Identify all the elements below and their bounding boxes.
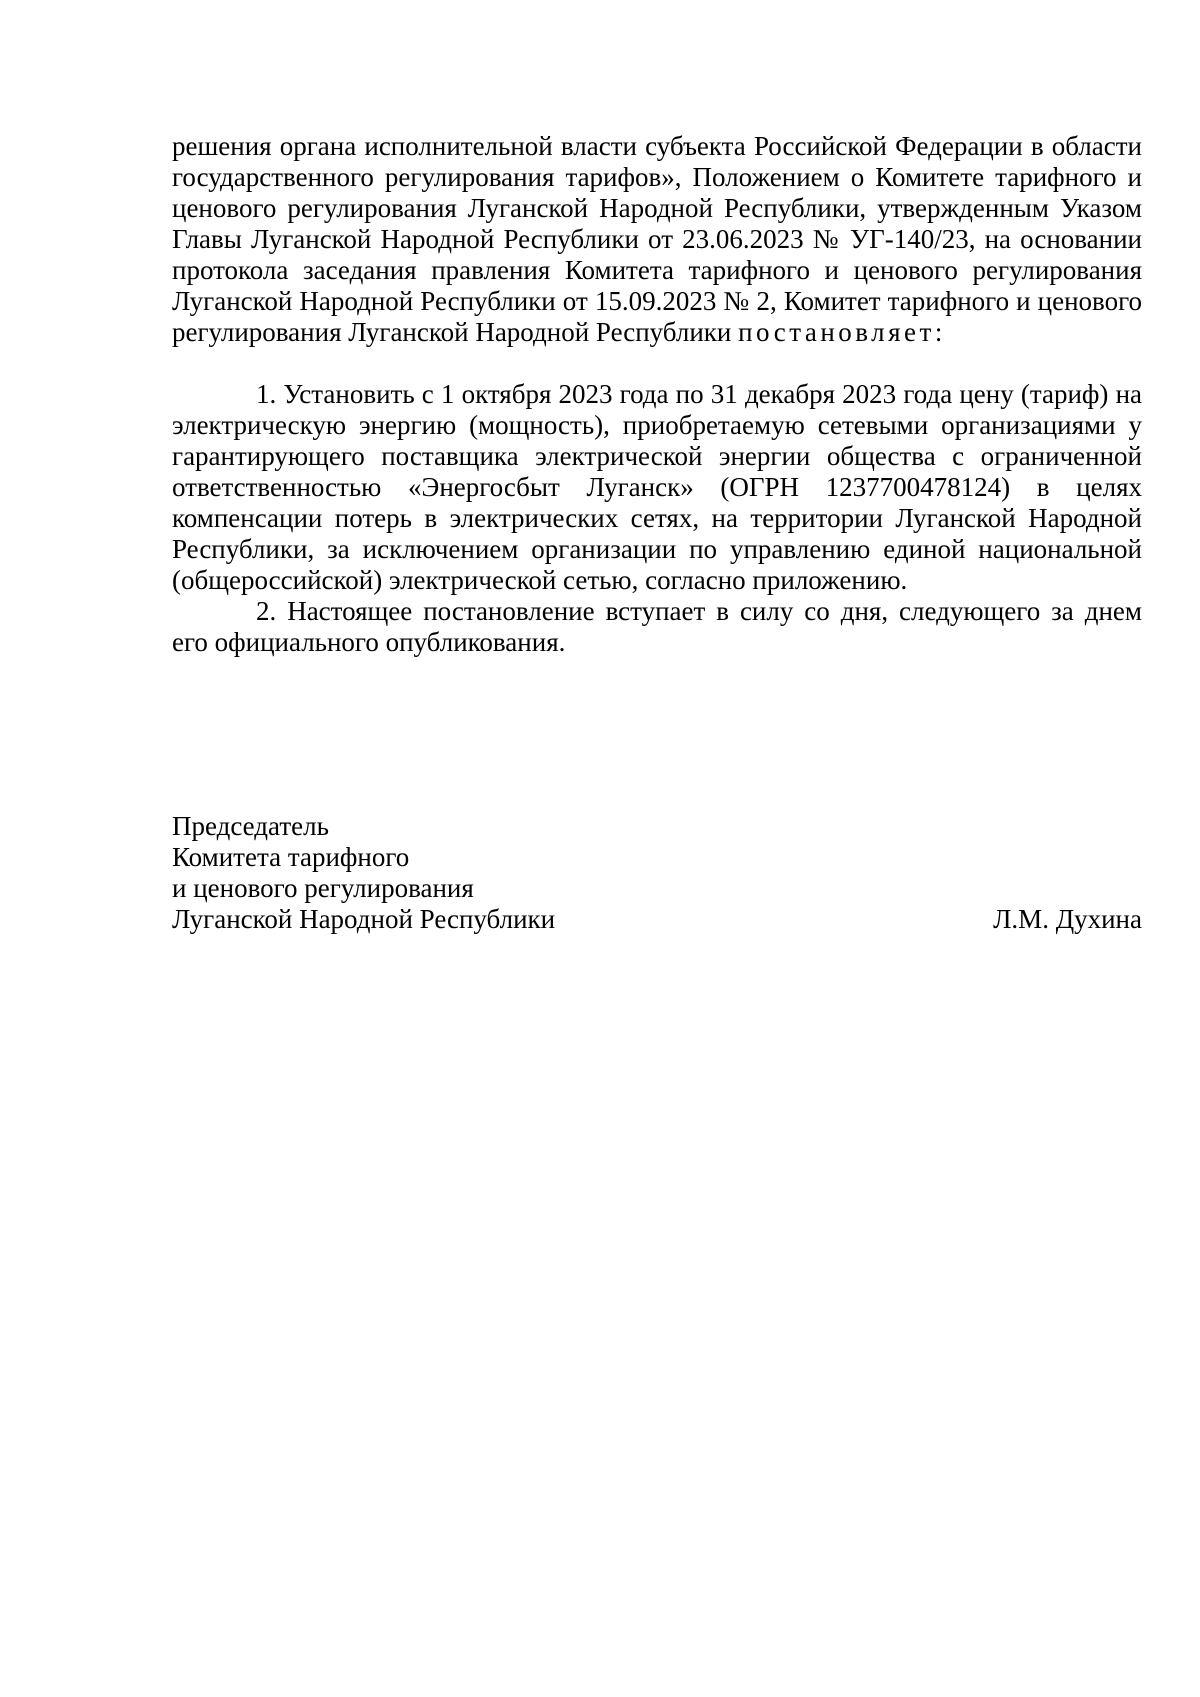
signer-title-line-2: Комитета тарифного: [172, 842, 410, 872]
resolution-item-2: 2. Настоящее постановление вступает в силу со дня, следующего за днем его официального опубликования.: [172, 596, 1142, 657]
signer-name: Л.М. Духина: [993, 904, 1142, 934]
signer-last-line: [172, 904, 1142, 935]
resolution-item-1: 1. Установить с 1 октября 2023 года по 31 декабря 2023 года цену (тариф) на электрическую энергию (мощность), приобретаемую сетевыми организациями у гарантирующего поставщика электрической энергии общества с ограниченной ответственностью «Энергосбыт Луганск» (ОГРН 1237700478124) в целях компенсации потерь в электрических сетях, на территории Луганской Народной Республики, за исключением организации по управлению единой национальной (общероссийской) электрической сетью, согласно приложению.: [172, 379, 1142, 595]
signature-block: [172, 811, 1142, 935]
resolution-word: постановляет:: [738, 317, 946, 347]
signer-title-line-1: Председатель: [172, 811, 329, 841]
document-body: [172, 131, 1142, 658]
intro-text: решения органа исполнительной власти субъекта Российской Федерации в области государственного регулирования тарифов», Положением о Комитете тарифного и ценового регулирования Луганской Народной Республики, утвержденным Указом Главы Луганской Народной Республики от 23.06.2023 № УГ-140/23, на основании протокола заседания правления Комитета тарифного и ценового регулирования Луганской Народной Республики от 15.09.2023 № 2, Комитет тарифного и ценового регулирования Луганской Народной Республики: [172, 131, 1142, 347]
intro-paragraph: [172, 131, 1142, 348]
signer-title-line-3: и ценового регулирования: [172, 873, 474, 903]
signer-title-line-4: Луганской Народной Республики: [172, 904, 556, 934]
